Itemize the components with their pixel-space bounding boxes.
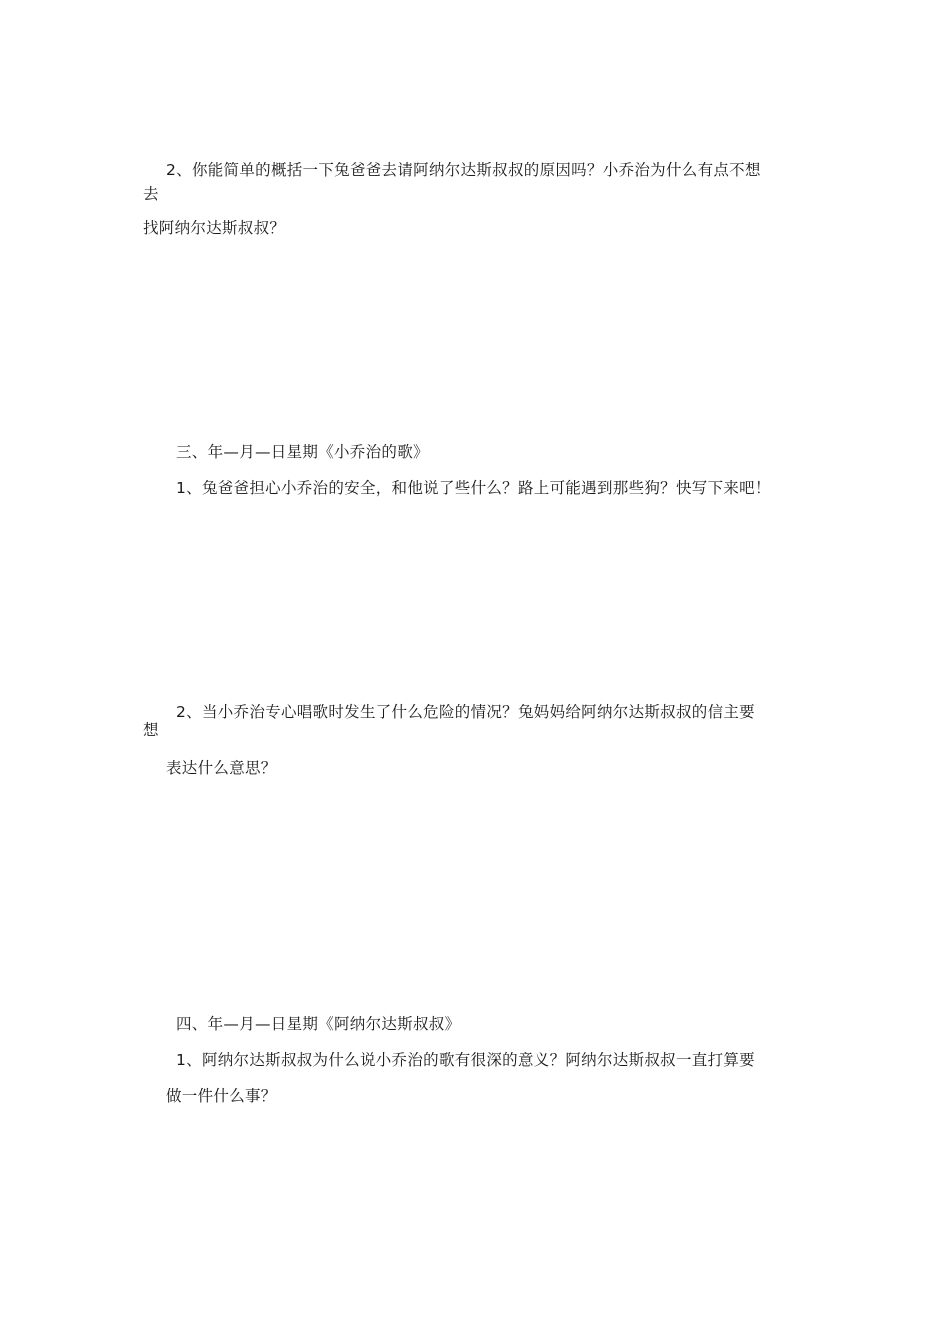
question-2-line-1: 2、你能简单的概括一下兔爸爸去请阿纳尔达斯叔叔的原因吗？小乔治为什么有点不想 (166, 161, 761, 179)
question-2-wrap-tail: 去 (143, 185, 159, 203)
question-2-line-2: 找阿纳尔达斯叔叔？ (143, 219, 286, 237)
section-3-question-1: 1、兔爸爸担心小乔治的安全，和他说了些什么？路上可能遇到那些狗？快写下来吧！ (176, 479, 771, 497)
section-4-heading: 四、年—月—日星期《阿纳尔达斯叔叔》 (176, 1015, 461, 1033)
section-4-question-1-line-2: 做一件什么事？ (166, 1087, 277, 1105)
section-4-question-1-line-1: 1、阿纳尔达斯叔叔为什么说小乔治的歌有很深的意义？阿纳尔达斯叔叔一直打算要 (176, 1051, 755, 1069)
section-3-question-2-wrap-tail: 想 (143, 721, 159, 739)
section-3-heading: 三、年—月—日星期《小乔治的歌》 (176, 443, 429, 461)
section-3-question-2-line-2: 表达什么意思？ (166, 759, 277, 777)
section-3-question-2-line-1: 2、当小乔治专心唱歌时发生了什么危险的情况？兔妈妈给阿纳尔达斯叔叔的信主要 (176, 703, 755, 721)
